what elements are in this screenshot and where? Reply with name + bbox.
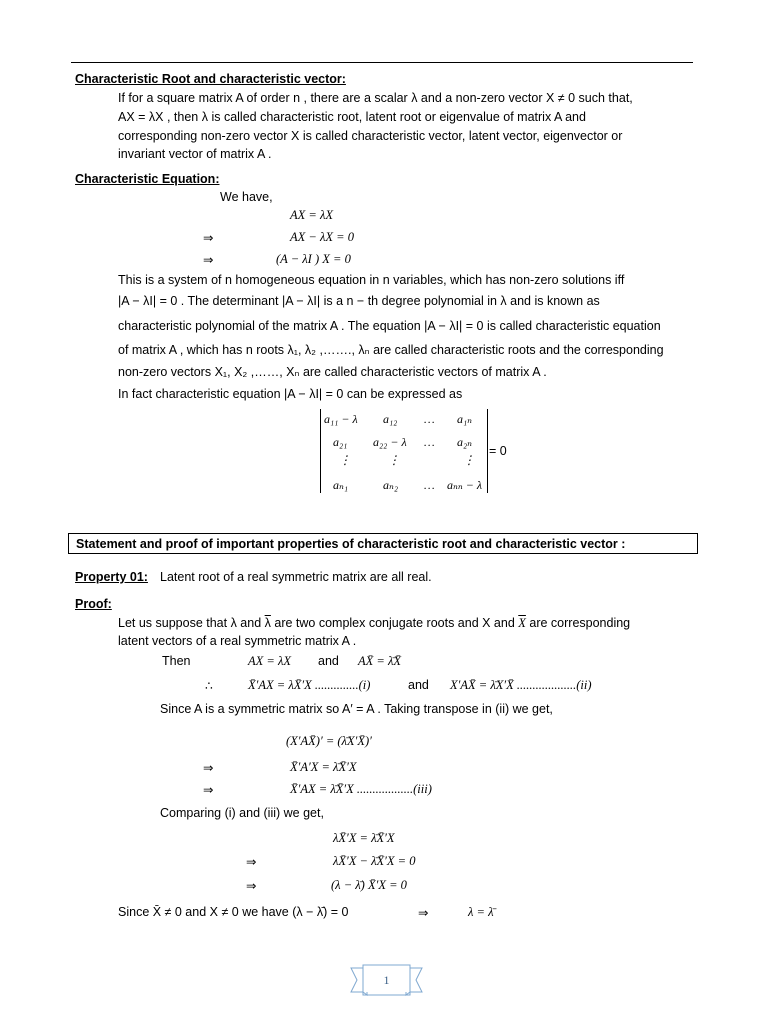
lambda-bar: $\overline{\lambda}$ (264, 616, 271, 630)
matrix-cell: … (424, 478, 435, 492)
implies-arrow: ⇒ (203, 231, 214, 245)
proof-intro-line-2: latent vectors of a real symmetric matrix A . (118, 634, 357, 648)
compare-step-2: λX̄′X − λ̄X̄′X = 0 (333, 854, 416, 868)
matrix-cell: a₂ₙ (457, 435, 473, 449)
equation-a-minus-lambda-i: (A − λI ) X = 0 (276, 252, 351, 266)
matrix-cell: ⋮ (463, 453, 475, 467)
definition-line-3: corresponding non-zero vector X is called characteristic vector, latent vector, eigenvector or (118, 129, 623, 143)
implies-arrow: ⇒ (246, 855, 257, 869)
compare-step-1: λX̄′X = λ̄X̄′X (333, 831, 395, 845)
property-statement: Latent root of a real symmetric matrix are all real. (160, 570, 432, 584)
transpose-step-2: X̄′A′X = λ̄X̄′X (290, 760, 357, 774)
we-have-text: We have, (220, 190, 273, 204)
equation-ii: X′AX̄ = λ̄X′X̄ ...................(ii) (450, 678, 592, 692)
equation-iii: X̄′AX = λ̄X̄′X ..................(iii) (290, 782, 432, 796)
transpose-equation: (X′AX̄)′ = (λ̄X′X̄)′ (286, 734, 372, 748)
top-rule (71, 62, 693, 63)
paragraph-line-6: In fact characteristic equation |A − λI| = 0 can be expressed as (118, 387, 463, 401)
characteristic-determinant (320, 409, 488, 493)
and-text: and (318, 654, 339, 668)
implies-arrow: ⇒ (246, 879, 257, 893)
proof-intro-line-1 (118, 616, 630, 631)
therefore-symbol: ∴ (205, 679, 213, 693)
implies-arrow: ⇒ (203, 253, 214, 267)
equation-i: X̄′AX = λX̄′X ..............(i) (248, 678, 371, 692)
matrix-cell: ⋮ (339, 453, 351, 467)
comparing-text: Comparing (i) and (iii) we get, (160, 806, 324, 820)
proof-intro-text: Let us suppose that λ and (118, 616, 265, 630)
implies-arrow: ⇒ (203, 783, 214, 797)
matrix-cell: a₂₁ (333, 435, 348, 449)
paragraph-line-2: |A − λI| = 0 . The determinant |A − λI| is a n − th degree polynomial in λ and is known as (118, 294, 600, 308)
page-number: 1 (383, 973, 390, 987)
matrix-cell: … (424, 435, 435, 449)
and-text: and (408, 678, 429, 692)
equation-ax-lambda-x: AX = λX (290, 208, 334, 222)
section-heading-characteristic-equation: Characteristic Equation: (75, 172, 220, 186)
definition-line-2: AX = λX , then λ is called characteristic root, latent root or eigenvalue of matrix A and (118, 110, 586, 124)
properties-box-heading: Statement and proof of important properties of characteristic root and characteristic vector : (68, 533, 698, 554)
equation-ax-minus-lambda-x: AX − λX = 0 (290, 230, 354, 244)
matrix-cell: aₙ₂ (383, 478, 399, 492)
matrix-cell: ⋮ (388, 453, 400, 467)
implies-arrow: ⇒ (203, 761, 214, 775)
matrix-cell: aₙₙ − λ (447, 478, 483, 492)
lambda-equals-lambda-bar: λ = λ̄ (468, 905, 494, 919)
paragraph-line-3: characteristic polynomial of the matrix A . The equation |A − λI| = 0 is called characteristic equation (118, 319, 661, 333)
final-statement: Since X̄ ≠ 0 and X ≠ 0 we have (λ − λ̄) = 0 (118, 905, 349, 919)
page-number-badge (349, 962, 424, 998)
paragraph-line-5: non-zero vectors X₁, X₂ ,……, Xₙ are called characteristic vectors of matrix A . (118, 365, 547, 379)
matrix-cell: a₂₂ − λ (373, 435, 407, 449)
matrix-cell: a₁₁ − λ (324, 412, 358, 426)
equation-conjugate: AX̄ = λ̄X̄ (358, 654, 402, 668)
section-heading-characteristic-root: Characteristic Root and characteristic vector: (75, 72, 346, 86)
proof-intro-text: are two complex conjugate roots and X and (270, 616, 519, 630)
proof-intro-text: are corresponding (525, 616, 631, 630)
compare-step-3: (λ − λ̄) X̄′X = 0 (331, 878, 407, 892)
paragraph-line-4: of matrix A , which has n roots λ₁, λ₂ ,……., λₙ are called characteristic roots and the corresponding (118, 343, 664, 357)
then-text: Then (162, 654, 191, 668)
proof-label: Proof: (75, 597, 112, 611)
definition-line-1: If for a square matrix A of order n , there are a scalar λ and a non-zero vector X ≠ 0 such that, (118, 91, 633, 105)
paragraph-line-1: This is a system of n homogeneous equation in n variables, which has non-zero solutions iff (118, 273, 625, 287)
implies-arrow: ⇒ (418, 906, 429, 920)
symmetric-statement: Since A is a symmetric matrix so A′ = A . Taking transpose in (ii) we get, (160, 702, 553, 716)
determinant-equals-zero: = 0 (489, 444, 507, 458)
matrix-cell: aₙ₁ (333, 478, 349, 492)
matrix-cell: a₁₂ (383, 412, 398, 426)
matrix-cell: a₁ₙ (457, 412, 473, 426)
matrix-cell: … (424, 412, 435, 426)
equation-ax-lambda-x: AX = λX (248, 654, 292, 668)
x-bar: $\overline{X}$ (518, 616, 526, 630)
property-label: Property 01: (75, 570, 148, 584)
definition-line-4: invariant vector of matrix A . (118, 147, 272, 161)
